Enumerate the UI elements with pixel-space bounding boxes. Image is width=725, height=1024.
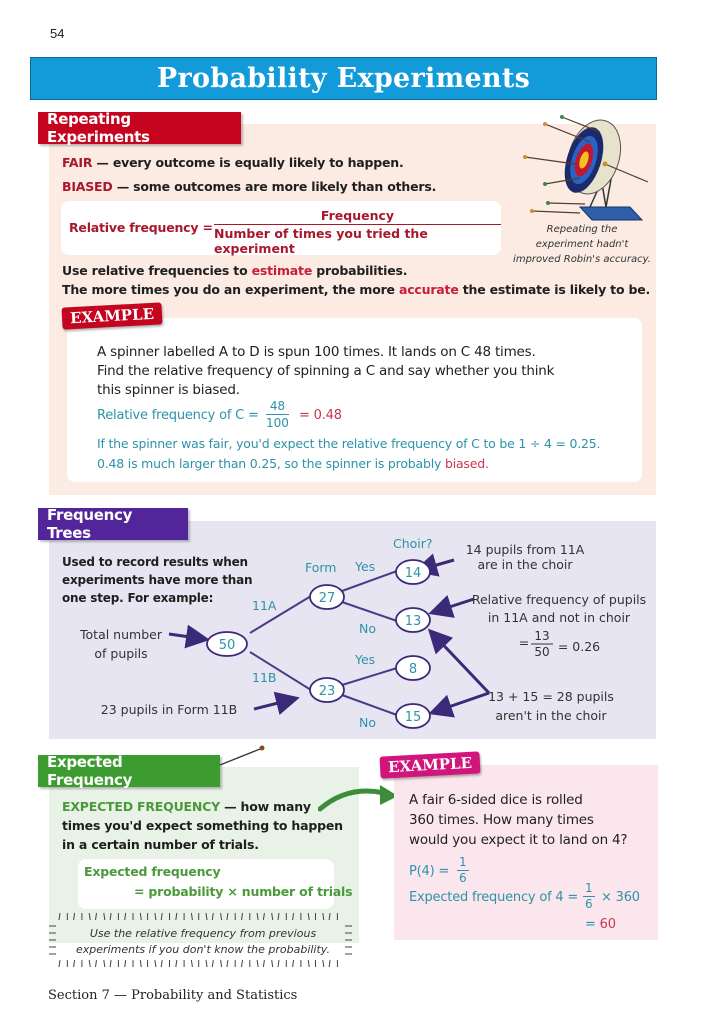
tick-mark [263, 913, 264, 920]
tree-nodes [207, 560, 430, 728]
tick-mark [263, 960, 264, 967]
node-11b-no: 15 [404, 710, 422, 725]
tick-mark [323, 960, 324, 967]
relative-frequency-working: Relative frequency of C = [97, 408, 259, 423]
annotation-not-choir: 13 + 15 = 28 pupils [488, 689, 614, 704]
svg-text:are in the choir: are in the choir [477, 557, 573, 572]
tick-mark [59, 960, 60, 967]
node-11a: 27 [318, 591, 336, 606]
tick-mark [74, 913, 75, 920]
example-question-line: this spinner is biased. [97, 382, 240, 398]
p4-working: P(4) = [409, 864, 450, 879]
expected-frequency-working: Expected frequency of 4 = [409, 890, 579, 905]
form-header: Form [305, 560, 337, 575]
tick-mark [110, 960, 111, 967]
example-label: EXAMPLE [61, 302, 162, 329]
biased-definition: BIASED — some outcomes are more likely than others. [62, 179, 437, 194]
archery-target-illustration [520, 112, 660, 222]
tick-mark [96, 913, 97, 920]
svg-text:aren't in the choir: aren't in the choir [495, 708, 607, 723]
tick-mark [104, 913, 105, 920]
tick-mark [161, 913, 162, 920]
formula-lhs: Relative frequency = [69, 220, 213, 235]
tick-mark [110, 913, 111, 920]
target-stand-base [580, 207, 642, 220]
example-question-line: Find the relative frequency of spinning a C and say whether you think [97, 363, 555, 379]
svg-text:in 11A and not in choir: in 11A and not in choir [487, 610, 631, 625]
curved-arrow-icon [318, 783, 400, 813]
tick-mark [191, 913, 192, 920]
tick-mark [278, 960, 279, 967]
tick-mark [191, 960, 192, 967]
tick-mark [278, 913, 279, 920]
choir-header: Choir? [393, 536, 433, 551]
tick-mark [221, 960, 222, 967]
tick-mark [212, 913, 213, 920]
frequency-tree-diagram [49, 530, 656, 740]
tick-mark [227, 913, 228, 920]
rf-fraction: $\frac{48}{100}$ [266, 399, 289, 430]
tick-mark [206, 913, 207, 920]
tick-mark [221, 913, 222, 920]
tick-mark [329, 960, 330, 967]
page-title: Probability Experiments [156, 63, 531, 94]
tick-mark [257, 960, 258, 967]
tick-mark [155, 960, 156, 967]
p4-fraction: $\frac{1}{6}$ [459, 855, 467, 885]
expected-frequency-formula: Expected frequency = probability × number of trials [78, 859, 334, 909]
rf-result: = 0.48 [299, 408, 342, 423]
tick-mark [323, 913, 324, 920]
page-title-banner [30, 57, 657, 100]
tick-mark [293, 913, 294, 920]
tick-mark [329, 913, 330, 920]
tick-mark [96, 960, 97, 967]
label-no: No [359, 715, 376, 730]
tick-mark [74, 960, 75, 967]
frequency-tree-intro: Used to record results when experiments have more than one step. For example: [62, 555, 253, 605]
tick-mark [206, 960, 207, 967]
repeating-experiments-heading: Repeating Experiments [38, 112, 241, 144]
tick-mark [59, 913, 60, 920]
relative-frequency-formula [61, 201, 501, 255]
dice-question: A fair 6-sided dice is rolled 360 times. How many times would you expect it to land on 4? [409, 792, 628, 848]
svg-text:50: 50 [534, 645, 550, 659]
tick-mark [176, 913, 177, 920]
tick-mark [242, 913, 243, 920]
annotation-choir: 14 pupils from 11A [465, 542, 585, 557]
tick-mark [308, 913, 309, 920]
node-11a-yes: 14 [404, 566, 422, 581]
estimate-line: Use relative frequencies to estimate probabilities. [62, 263, 408, 278]
tick-mark [242, 960, 243, 967]
fair-definition: FAIR — every outcome is equally likely to happen. [62, 155, 404, 170]
label-11b: 11B [252, 670, 277, 685]
node-11b-yes: 8 [408, 662, 418, 677]
tick-mark [212, 960, 213, 967]
tick-mark [140, 960, 141, 967]
tip-text: Use the relative frequency from previous experiments if you don't know the probability. [76, 927, 330, 956]
node-11b: 23 [318, 684, 336, 699]
ef-result: = 60 [585, 917, 616, 932]
annotation-11b: 23 pupils in Form 11B [100, 702, 238, 717]
label-yes: Yes [355, 652, 376, 667]
frequency-trees-heading: Frequency Trees [38, 508, 188, 540]
tick-mark [293, 960, 294, 967]
tick-mark [140, 913, 141, 920]
tick-mark [176, 960, 177, 967]
footer-section-label: Section 7 — Probability and Statistics [48, 988, 298, 1003]
tick-mark [161, 960, 162, 967]
formula-fraction: Frequency Number of times you tried the experiment [214, 208, 501, 256]
node-root: 50 [218, 638, 236, 653]
accuracy-line: The more times you do an experiment, the more accurate the estimate is likely to be. [62, 282, 651, 297]
tick-mark [227, 960, 228, 967]
svg-text:13: 13 [534, 629, 550, 643]
tick-mark [257, 913, 258, 920]
expected-frequency-definition: EXPECTED FREQUENCY — how many times you'd expect something to happen in a certain number of trials. [62, 799, 343, 852]
annotation-rf: Relative frequency of pupils [471, 592, 647, 607]
tick-mark [272, 960, 273, 967]
example-label: EXAMPLE [379, 751, 480, 778]
annotation-total: Total number [80, 627, 162, 642]
tick-mark [125, 960, 126, 967]
tick-mark [125, 913, 126, 920]
label-no: No [359, 621, 376, 636]
ef-times: × 360 [601, 890, 640, 905]
svg-text:of pupils: of pupils [94, 646, 148, 661]
tick-mark [308, 960, 309, 967]
tick-mark [89, 913, 90, 920]
svg-text:= 0.26: = 0.26 [557, 639, 601, 654]
page-number: 54 [50, 26, 65, 41]
node-11a-no: 13 [404, 614, 422, 629]
example-question-line: A spinner labelled A to D is spun 100 times. It lands on C 48 times. [97, 344, 536, 360]
target-caption: Repeating the experiment hadn't improved Robin's accuracy. [513, 224, 651, 265]
conclusion-line: 0.48 is much larger than 0.25, so the spinner is probably biased. [97, 456, 489, 471]
tick-mark [155, 913, 156, 920]
svg-text:=: = [518, 635, 530, 650]
tick-mark [104, 960, 105, 967]
arrow-decoration-icon [218, 745, 268, 767]
fair-expectation-line: If the spinner was fair, you'd expect the relative frequency of C to be 1 ÷ 4 = 0.25. [97, 436, 601, 451]
tick-mark [89, 960, 90, 967]
ef-fraction: $\frac{1}{6}$ [585, 881, 593, 911]
tick-mark [272, 913, 273, 920]
expected-frequency-heading: Expected Frequency [38, 755, 220, 787]
label-11a: 11A [252, 598, 277, 613]
label-yes: Yes [355, 559, 376, 574]
